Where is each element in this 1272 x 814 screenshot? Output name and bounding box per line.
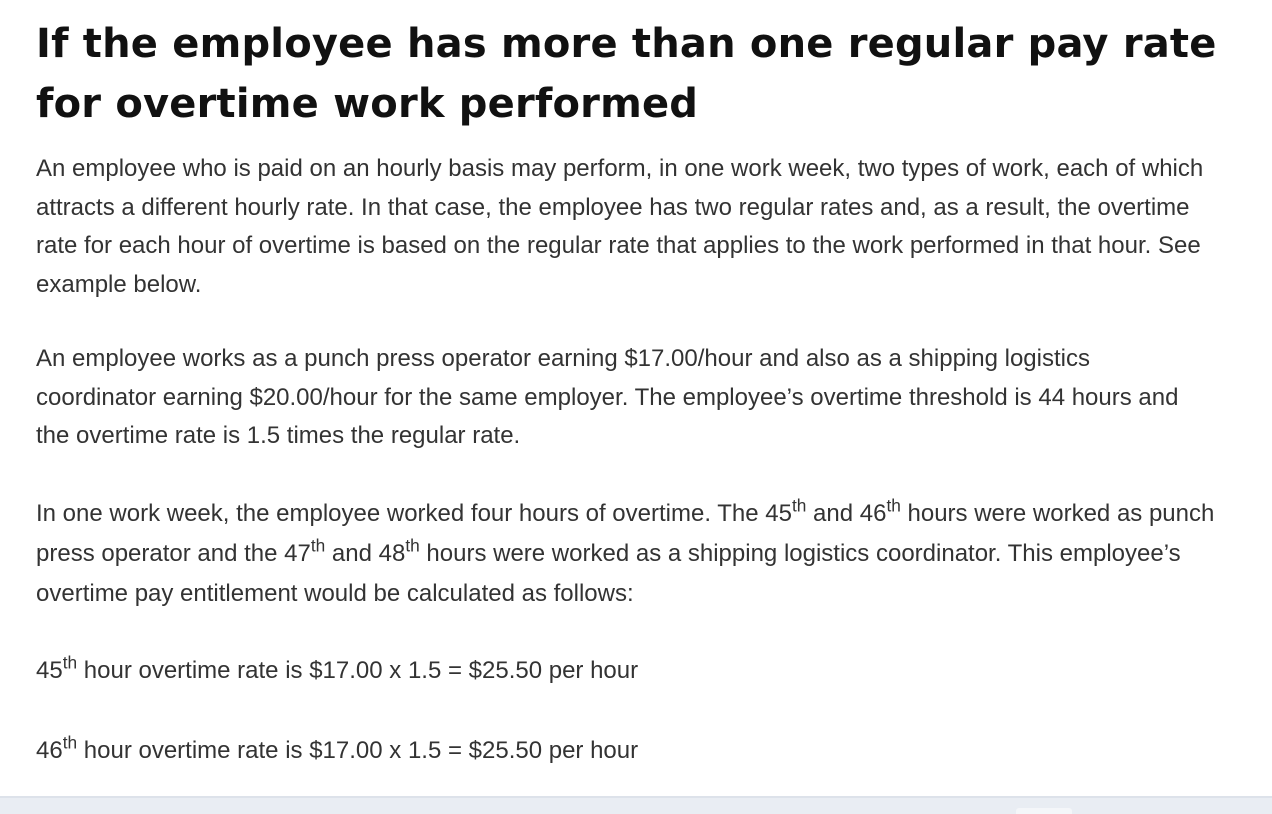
ordinal-suffix: th [791, 495, 807, 516]
article-content [36, 14, 1236, 764]
text-segment: and 46 [806, 500, 887, 527]
overtime-hours-paragraph [36, 494, 1216, 614]
ordinal-suffix: th [62, 652, 78, 673]
text-segment: In one work week, the employee worked four hours of overtime. The 45 [36, 500, 792, 527]
browser-bottom-bar [0, 796, 1272, 814]
text-segment: and 48 [325, 540, 406, 567]
ordinal-suffix: th [405, 535, 420, 556]
ordinal-suffix: th [310, 535, 326, 556]
ordinal-suffix: th [886, 495, 901, 516]
calculation-line-46 [36, 732, 1216, 771]
calculation-line-45 [36, 652, 1216, 691]
calculation-text: hour overtime rate is $17.00 x 1.5 = $25.50 per hour [77, 737, 639, 764]
hour-number: 46 [36, 737, 63, 764]
section-heading: If the employee has more than one regular pay rate for overtime work performed [36, 21, 1217, 127]
hour-number: 45 [36, 657, 63, 684]
text-segment: hours were worked as a shipping logistics coordinator. This employee’s overtime pay entitlement would be calculated as follows: [36, 540, 1181, 607]
calculation-text: hour overtime rate is $17.00 x 1.5 = $25.50 per hour [77, 657, 639, 684]
example-paragraph: An employee works as a punch press operator earning $17.00/hour and also as a shipping logistics coordinator earning $20.00/hour for the same employer. The employee’s overtime threshold is 44 hours and the overtime rate is 1.5 times the regular rate. [36, 345, 1179, 449]
intro-paragraph: An employee who is paid on an hourly basis may perform, in one work week, two types of work, each of which attracts a different hourly rate. In that case, the employee has two regular rates and, as a result, the overtime rate for each hour of overtime is based on the regular rate that applies to the work performed in that hour. See example below. [36, 155, 1204, 298]
bottom-bar-tab [1016, 808, 1072, 814]
text-segment: hours were worked as punch press operator and the 47 [36, 500, 1215, 567]
ordinal-suffix: th [62, 732, 78, 753]
